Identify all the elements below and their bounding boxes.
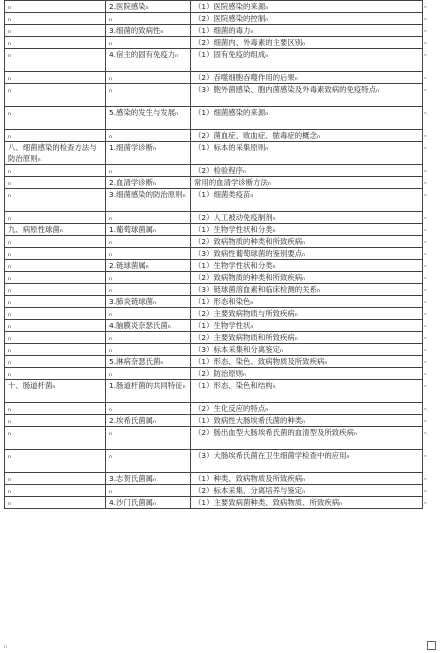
checkbox-square-icon	[427, 641, 436, 650]
unit-cell: 4.沙门氏菌属ₙ	[106, 497, 191, 509]
table-row	[5, 427, 439, 450]
row-end-mark: ₙ	[423, 485, 439, 497]
row-end-mark: ₙ	[423, 284, 439, 296]
footer-paragraph-mark: ₙ	[4, 642, 7, 650]
section-cell: ₙ	[5, 189, 106, 212]
table-row	[5, 37, 439, 49]
unit-cell: ₙ	[106, 236, 191, 248]
section-cell: ₙ	[5, 212, 106, 224]
point-cell: 常用的血清学诊断方法ₙ	[191, 177, 423, 189]
table-row	[5, 308, 439, 320]
table-row	[5, 497, 439, 509]
section-cell: ₙ	[5, 473, 106, 485]
section-cell: ₙ	[5, 415, 106, 427]
unit-cell: 2.链球菌属ₙ	[106, 260, 191, 272]
table-row	[5, 142, 439, 165]
point-cell: （2）吞噬细胞吞噬作用的后果ₙ	[191, 72, 423, 84]
unit-cell: ₙ	[106, 308, 191, 320]
row-end-mark: ₙ	[423, 1, 439, 13]
section-cell: ₙ	[5, 497, 106, 509]
row-end-mark: ₙ	[423, 403, 439, 415]
row-end-mark: ₙ	[423, 130, 439, 142]
table-row	[5, 236, 439, 248]
point-cell: （1）形态和染色ₙ	[191, 296, 423, 308]
section-cell: ₙ	[5, 368, 106, 380]
row-end-mark: ₙ	[423, 248, 439, 260]
unit-cell: ₙ	[106, 130, 191, 142]
section-cell: ₙ	[5, 236, 106, 248]
point-cell: （3）链球菌溶血素和临床检测的关系ₙ	[191, 284, 423, 296]
table-row	[5, 473, 439, 485]
row-end-mark: ₙ	[423, 212, 439, 224]
section-cell: ₙ	[5, 165, 106, 177]
unit-cell: ₙ	[106, 284, 191, 296]
section-cell: ₙ	[5, 403, 106, 415]
section-cell: ₙ	[5, 450, 106, 473]
syllabus-table-body	[5, 1, 439, 509]
section-cell: ₙ	[5, 485, 106, 497]
unit-cell: ₙ	[106, 450, 191, 473]
row-end-mark: ₙ	[423, 368, 439, 380]
section-cell: ₙ	[5, 25, 106, 37]
row-end-mark: ₙ	[423, 272, 439, 284]
table-row	[5, 13, 439, 25]
section-cell: 九、病原性球菌ₙ	[5, 224, 106, 236]
section-cell: ₙ	[5, 344, 106, 356]
point-cell: （2）人工被动免疫制剂ₙ	[191, 212, 423, 224]
row-end-mark: ₙ	[423, 236, 439, 248]
row-end-mark: ₙ	[423, 25, 439, 37]
row-end-mark: ₙ	[423, 344, 439, 356]
row-end-mark: ₙ	[423, 107, 439, 130]
row-end-mark: ₙ	[423, 473, 439, 485]
row-end-mark: ₙ	[423, 84, 439, 107]
point-cell: （2）致病物质的种类和所致疾病ₙ	[191, 272, 423, 284]
table-row	[5, 84, 439, 107]
section-cell: ₙ	[5, 72, 106, 84]
unit-cell: 3.细菌感染的防治原则ₙ	[106, 189, 191, 212]
point-cell: （1）生物学性状和分类ₙ	[191, 224, 423, 236]
section-cell: ₙ	[5, 296, 106, 308]
table-row	[5, 485, 439, 497]
point-cell: （2）检验程序ₙ	[191, 165, 423, 177]
point-cell: （2）主要致病物质和所致疾病ₙ	[191, 332, 423, 344]
table-row	[5, 403, 439, 415]
table-row	[5, 130, 439, 142]
unit-cell: ₙ	[106, 165, 191, 177]
section-cell: ₙ	[5, 37, 106, 49]
point-cell: （2）医院感染的控制ₙ	[191, 13, 423, 25]
point-cell: （1）细菌的毒力ₙ	[191, 25, 423, 37]
table-row	[5, 450, 439, 473]
section-cell: ₙ	[5, 427, 106, 450]
section-cell: 八、细菌感染的检查方法与防治原则ₙ	[5, 142, 106, 165]
section-cell: ₙ	[5, 13, 106, 25]
unit-cell: ₙ	[106, 344, 191, 356]
point-cell: （1）形态、染色和结构ₙ	[191, 380, 423, 403]
point-cell: （2）致病物质的种类和所致疾病ₙ	[191, 236, 423, 248]
unit-cell: 2.医院感染ₙ	[106, 1, 191, 13]
point-cell: （1）种类、致病物质及所致疾病ₙ	[191, 473, 423, 485]
table-row	[5, 284, 439, 296]
point-cell: （2）菌血症、败血症、脓毒症的概念ₙ	[191, 130, 423, 142]
section-cell: ₙ	[5, 332, 106, 344]
table-row	[5, 107, 439, 130]
table-row	[5, 296, 439, 308]
unit-cell: ₙ	[106, 403, 191, 415]
row-end-mark: ₙ	[423, 260, 439, 272]
page-footer	[4, 641, 438, 653]
unit-cell: ₙ	[106, 272, 191, 284]
table-row	[5, 415, 439, 427]
unit-cell: ₙ	[106, 13, 191, 25]
syllabus-table	[4, 0, 439, 509]
row-end-mark: ₙ	[423, 497, 439, 509]
point-cell: （2）肠出血型大肠埃希氏菌的血清型及所致疾病ₙ	[191, 427, 423, 450]
row-end-mark: ₙ	[423, 356, 439, 368]
table-row	[5, 320, 439, 332]
section-cell: 十、肠道杆菌ₙ	[5, 380, 106, 403]
row-end-mark: ₙ	[423, 296, 439, 308]
unit-cell: ₙ	[106, 212, 191, 224]
point-cell: （3）胞外菌感染、胞内菌感染及外毒素致病的免疫特点ₙ	[191, 84, 423, 107]
unit-cell: ₙ	[106, 84, 191, 107]
unit-cell: 4.脑膜炎奈瑟氏菌ₙ	[106, 320, 191, 332]
table-row	[5, 1, 439, 13]
row-end-mark: ₙ	[423, 49, 439, 72]
row-end-mark: ₙ	[423, 72, 439, 84]
table-row	[5, 212, 439, 224]
point-cell: （1）医院感染的来源ₙ	[191, 1, 423, 13]
point-cell: （3）标本采集和分离鉴定ₙ	[191, 344, 423, 356]
point-cell: （1）细菌类疫苗ₙ	[191, 189, 423, 212]
section-cell: ₙ	[5, 130, 106, 142]
point-cell: （1）标本的采集原则ₙ	[191, 142, 423, 165]
row-end-mark: ₙ	[423, 415, 439, 427]
section-cell: ₙ	[5, 49, 106, 72]
section-cell: ₙ	[5, 320, 106, 332]
unit-cell: 3.志贺氏菌属ₙ	[106, 473, 191, 485]
row-end-mark: ₙ	[423, 189, 439, 212]
unit-cell: 5.淋病奈瑟氏菌ₙ	[106, 356, 191, 368]
table-row	[5, 344, 439, 356]
table-row	[5, 260, 439, 272]
table-row	[5, 165, 439, 177]
unit-cell: ₙ	[106, 485, 191, 497]
row-end-mark: ₙ	[423, 427, 439, 450]
point-cell: （2）标本采集、分离培养与鉴定ₙ	[191, 485, 423, 497]
unit-cell: 2.血清学诊断ₙ	[106, 177, 191, 189]
table-row	[5, 356, 439, 368]
table-row	[5, 380, 439, 403]
point-cell: （1）形态、染色、致病物质及所致疾病ₙ	[191, 356, 423, 368]
row-end-mark: ₙ	[423, 165, 439, 177]
row-end-mark: ₙ	[423, 142, 439, 165]
unit-cell: 1.葡萄球菌属ₙ	[106, 224, 191, 236]
point-cell: （1）生物学性状ₙ	[191, 320, 423, 332]
table-row	[5, 368, 439, 380]
unit-cell: ₙ	[106, 72, 191, 84]
point-cell: （3）致病性葡萄球菌的鉴别要点ₙ	[191, 248, 423, 260]
point-cell: （1）生物学性状和分类ₙ	[191, 260, 423, 272]
unit-cell: 4.宿主的固有免疫力ₙ	[106, 49, 191, 72]
section-cell: ₙ	[5, 177, 106, 189]
point-cell: （1）主要致病菌种类、致病物质、所致疾病ₙ	[191, 497, 423, 509]
section-cell: ₙ	[5, 356, 106, 368]
point-cell: （2）主要致病物质与所致疾病ₙ	[191, 308, 423, 320]
unit-cell: ₙ	[106, 368, 191, 380]
row-end-mark: ₙ	[423, 308, 439, 320]
table-row	[5, 177, 439, 189]
row-end-mark: ₙ	[423, 224, 439, 236]
section-cell: ₙ	[5, 272, 106, 284]
unit-cell: ₙ	[106, 248, 191, 260]
unit-cell: 1.细菌学诊断ₙ	[106, 142, 191, 165]
row-end-mark: ₙ	[423, 13, 439, 25]
section-cell: ₙ	[5, 284, 106, 296]
table-row	[5, 224, 439, 236]
point-cell: （2）细菌内、外毒素的主要区别ₙ	[191, 37, 423, 49]
point-cell: （1）固有免疫的组成ₙ	[191, 49, 423, 72]
row-end-mark: ₙ	[423, 37, 439, 49]
point-cell: （1）致病性大肠埃希氏菌的种类ₙ	[191, 415, 423, 427]
section-cell: ₙ	[5, 308, 106, 320]
section-cell: ₙ	[5, 260, 106, 272]
table-row	[5, 72, 439, 84]
point-cell: （2）生化反应的特点ₙ	[191, 403, 423, 415]
section-cell: ₙ	[5, 248, 106, 260]
row-end-mark: ₙ	[423, 450, 439, 473]
unit-cell: 2.埃希氏菌属ₙ	[106, 415, 191, 427]
table-row	[5, 332, 439, 344]
unit-cell: 3.肺炎链球菌ₙ	[106, 296, 191, 308]
table-row	[5, 248, 439, 260]
row-end-mark: ₙ	[423, 332, 439, 344]
point-cell: （2）防治原则ₙ	[191, 368, 423, 380]
section-cell: ₙ	[5, 1, 106, 13]
unit-cell: 5.感染的发生与发展ₙ	[106, 107, 191, 130]
document-page	[4, 0, 438, 509]
point-cell: （3）大肠埃希氏菌在卫生细菌学检查中的应用ₙ	[191, 450, 423, 473]
row-end-mark: ₙ	[423, 320, 439, 332]
unit-cell: ₙ	[106, 427, 191, 450]
unit-cell: ₙ	[106, 37, 191, 49]
row-end-mark: ₙ	[423, 177, 439, 189]
table-row	[5, 272, 439, 284]
table-row	[5, 25, 439, 37]
unit-cell: 1.肠道杆菌的共同特征ₙ	[106, 380, 191, 403]
table-row	[5, 189, 439, 212]
unit-cell: 3.细菌的致病性ₙ	[106, 25, 191, 37]
section-cell: ₙ	[5, 84, 106, 107]
row-end-mark: ₙ	[423, 380, 439, 403]
unit-cell: ₙ	[106, 332, 191, 344]
point-cell: （1）细菌感染的来源ₙ	[191, 107, 423, 130]
section-cell: ₙ	[5, 107, 106, 130]
table-row	[5, 49, 439, 72]
